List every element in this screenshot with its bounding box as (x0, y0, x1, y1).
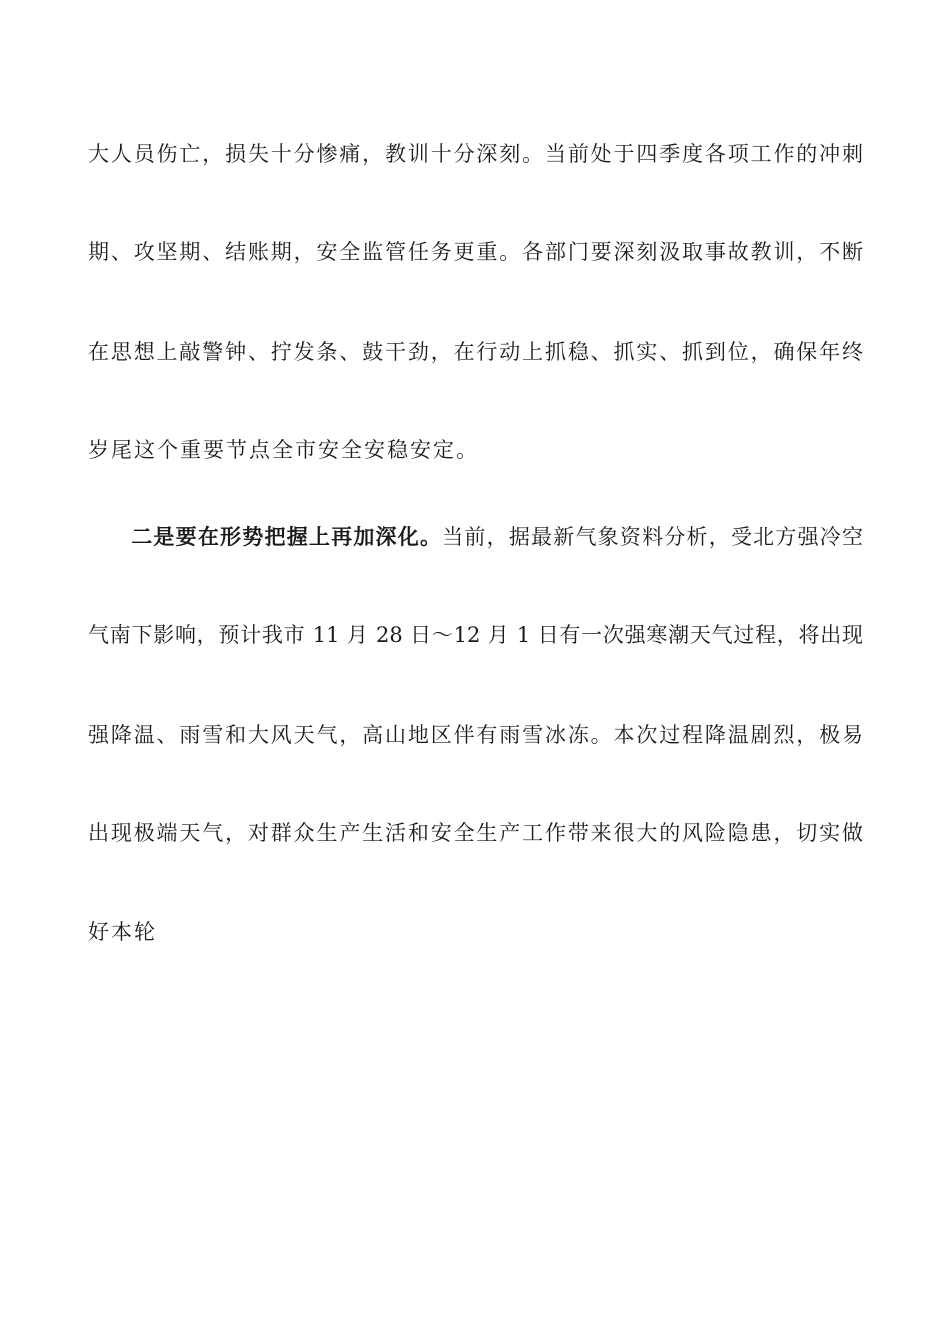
paragraph-1-line-3: 在思想上敲警钟、拧发条、鼓干劲，在行动上抓稳、抓实、抓到位，确保年终 (88, 340, 863, 364)
paragraph-2-line-3: 强降温、雨雪和大风天气，高山地区伴有雨雪冰冻。本次过程降温剧烈，极易 (88, 723, 863, 747)
paragraph-2-line-2: 气南下影响，预计我市 11 月 28 日～12 月 1 日有一次强寒潮天气过程，将出现 (88, 623, 863, 647)
paragraph-2-bold-heading: 二是要在形势把握上再加深化。 (130, 524, 443, 549)
paragraph-2-line-5: 好本轮 (88, 920, 157, 944)
paragraph-1-line-1: 大人员伤亡，损失十分惨痛，教训十分深刻。当前处于四季度各项工作的冲刺 (88, 142, 863, 166)
paragraph-2-line-4: 出现极端天气，对群众生产生活和安全生产工作带来很大的风险隐患，切实做 (88, 821, 863, 845)
paragraph-1-line-2: 期、攻坚期、结账期，安全监管任务更重。各部门要深刻汲取事故教训，不断 (88, 240, 863, 264)
paragraph-2-line-1 (88, 517, 863, 557)
paragraph-1-line-4: 岁尾这个重要节点全市安全安稳安定。 (88, 438, 479, 462)
paragraph-2-line-1-text: 当前，据最新气象资料分析，受北方强冷空 (442, 525, 864, 549)
